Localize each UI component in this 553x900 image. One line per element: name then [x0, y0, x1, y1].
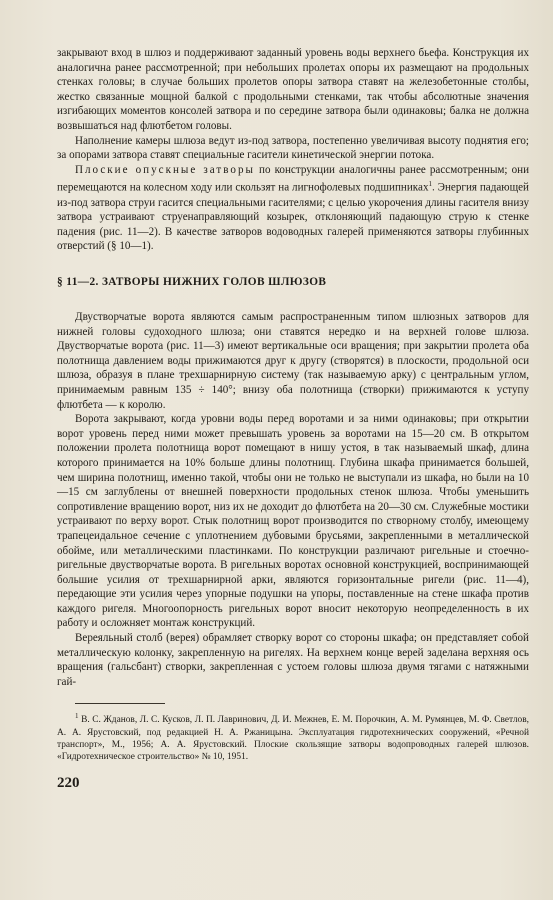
paragraph-3-text-a: по конструкции аналогичны ранее рассмотренным; они перемещаются на колесном ходу или скользят на лигнофолевых подшипниках — [57, 163, 530, 195]
paragraph-5: Ворота закрывают, когда уровни воды перед воротами и за ними одинаковы; при открытии ворот уровень перед ними может превышать уровень за воротами на 15—20 см. В открытом положении пролета полотнища ворот помещают в нишу устоя, в так называемый шкаф, длина которого принимается на 10% больше длины полотнищ. Глубина шкафа принимается большей, чем ширина полотнищ, именно такой, чтобы они не только не выступали из шкафа, но были на 10—15 см заглублены от внешней поверхности продольных стенок шлюза. Чтобы уменьшить сопротивление вращению ворот, низ их не доходит до флютбета на 20—30 см. Служебные мостики устраивают по верху ворот. Стык полотнищ ворот производится по створному столбу, имеющему трапецеидальное сечение с уплотнением дубовыми брусьями, закрепленными в металлической обойме, или металлическими пластинками. По конструкции различают ригельные и стоечно-ригельные двустворчатые ворота. В ригельных воротах основной конструкцией, воспринимающей большие усилия от трехшарнирной арки, являются горизонтальные ригели (рис. 11—4), передающие эти усилия через упорные подушки на упоры, поставленные на стене шкафа против каждого ригеля. Многоопорность ригельных ворот вносит некоторую неопределенность в их работу и осложняет монтаж конструкций. — [57, 413, 529, 630]
page-number: 220 — [57, 775, 80, 792]
footnote-text — [57, 710, 529, 763]
footnote-mark: 1 — [75, 712, 79, 721]
paragraph-2: Наполнение камеры шлюза ведут из-под затвора, постепенно увеличивая высоту поднятия его; за опорами затвора ставят специальные гасители кинетической энергии потока. — [57, 134, 529, 162]
footnote-divider — [75, 703, 165, 704]
section-body — [57, 310, 529, 689]
paragraph-3-text-b: . Энергия падающей из-под затвора струи гасится специальными гасителями; с целью укорочения длины гасителя внизу затвора устраивают струенаправляющий козырек, отклоняющий падающую струю к стенке падения (рис. 11—2). В качестве затворов водоводных галерей применяются затворы глубинных отверстий (§ 10—1). — [57, 182, 529, 253]
spaced-term: Плоские опускные затворы — [75, 163, 255, 176]
footnote — [57, 710, 529, 763]
section-title: § 11—2. ЗАТВОРЫ НИЖНИХ ГОЛОВ ШЛЮЗОВ — [57, 276, 327, 288]
paragraph-1: закрывают вход в шлюз и поддерживают заданный уровень воды верхнего бьефа. Конструкция их аналогична ранее рассмотренной; при небольших пролетах опоры их размещают на продольных стенках головы; в случае больших пролетов опоры затвора ставят на железобетонные столбы, жестко связанные мощной балкой с продольными стенками, так чтобы абсолютные значения изгибающих моментов консолей затвора и по середине затвора были одинаковы; балка не должна возвышаться над флютбетом головы. — [57, 47, 529, 132]
paragraph-4: Двустворчатые ворота являются самым распространенным типом шлюзных затворов для нижней головы судоходного шлюза; они ставятся нередко и на верхней голове шлюза. Двустворчатые ворота (рис. 11—3) имеют вертикальные оси вращения; при закрытии пролета оба полотнища давлением воды прижимаются друг к другу (створятся) в плоскости, продольной оси шлюза, образуя в плане трехшарнирную систему (так называемую арку) с центральным углом, принимаемым равным 135 ÷ 140°; внизу оба полотнища (створки) прижимаются к уступу флютбета — к королю. — [57, 311, 529, 411]
paragraph-6: Вереяльный столб (верея) обрамляет створку ворот со стороны шкафа; он представляет собой металлическую колонку, закрепленную на ригелях. На верхнем конце верей заделана верхняя ось вращения (гальсбант) створки, закрепленная с устоем головы шлюза двумя тягами с натяжными гай- — [57, 632, 529, 688]
paragraph-3 — [57, 163, 529, 254]
footnote-body: В. С. Жданов, Л. С. Кусков, Л. П. Лавринович, Д. И. Межнев, Е. М. Порочкин, А. М. Румянцев, М. Ф. Светлов, А. А. Ярустовский, под редакцией Н. А. Ржаницына. Эксплуатация гидротехнических сооружений, «Речной транспорт», М., 1956; А. А. Ярустовский. Плоские скользящие затворы водопроводных галерей шлюзов. «Гидротехническое строительство» № 10, 1951. — [57, 715, 529, 763]
body-text — [57, 46, 529, 254]
footnote-ref: 1 — [428, 180, 432, 189]
